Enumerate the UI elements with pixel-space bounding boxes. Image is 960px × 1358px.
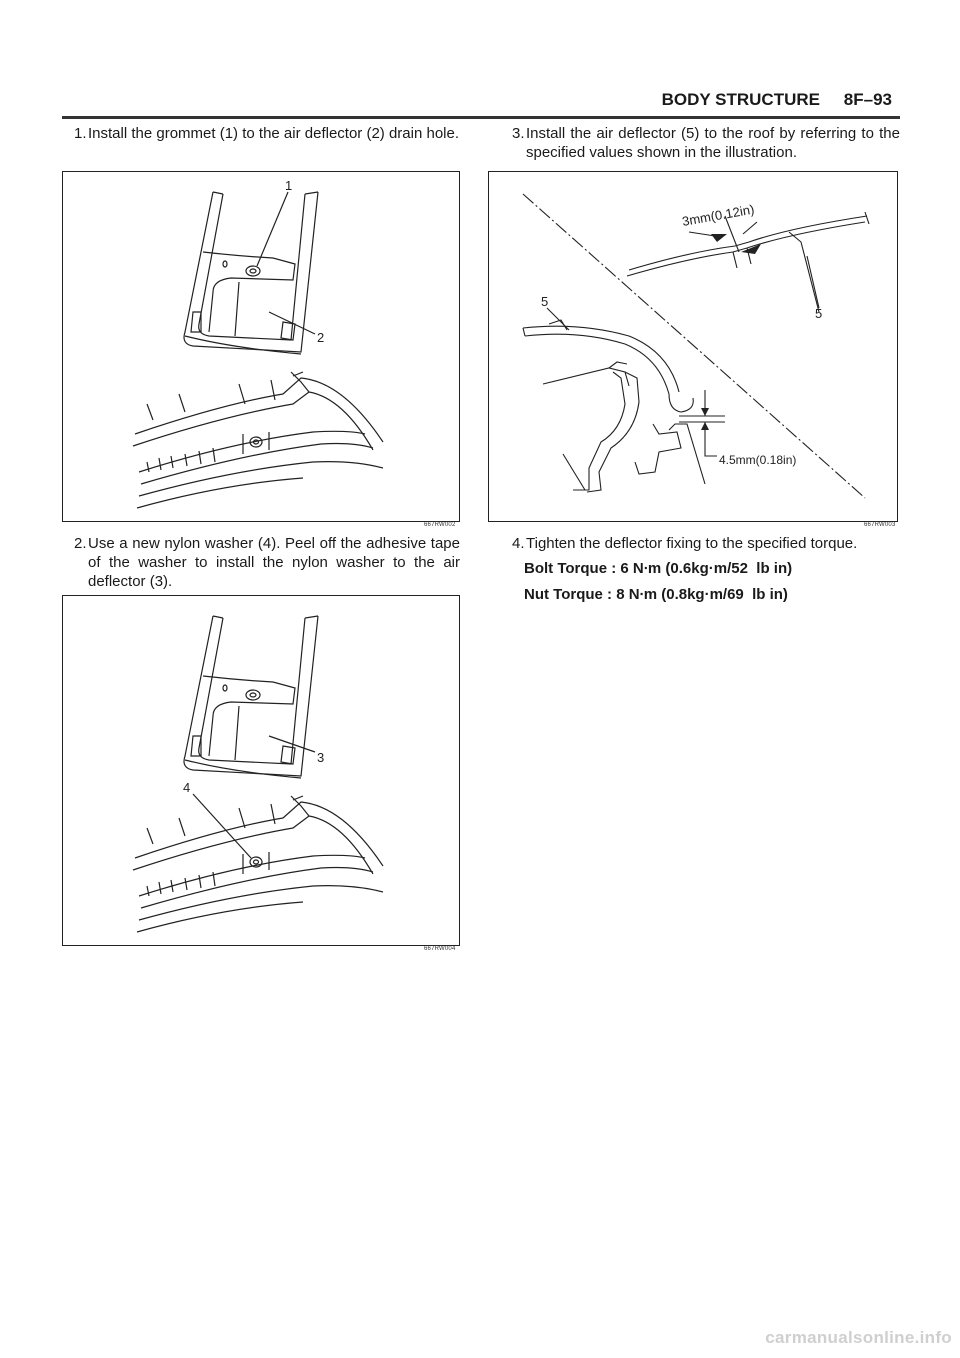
step-number: 1. xyxy=(74,125,87,142)
section-title: BODY STRUCTURE xyxy=(661,90,820,109)
nut-torque-label: Nut Torque : xyxy=(524,586,613,603)
step-2 xyxy=(74,534,460,591)
step-text: Install the air deflector (5) to the roof by referring to the specified values shown in the illustration. xyxy=(526,125,900,161)
callout-3: 3 xyxy=(317,750,325,765)
figure-code: 667RW002 xyxy=(424,522,456,528)
bolt-torque-value: 6 N∙m (0.6kg·m/52 lb in) xyxy=(620,560,793,577)
figure-1-drawing xyxy=(63,172,459,521)
figure-code: 667RW004 xyxy=(424,946,456,952)
nut-torque-value: 8 N∙m (0.8kg·m/69 lb in) xyxy=(616,586,788,603)
dimension-bottom: 4.5mm(0.18in) xyxy=(719,453,797,467)
nut-torque-spec xyxy=(524,586,788,603)
dimension-top: 3mm(0.12in) xyxy=(680,201,756,229)
step-text: Install the grommet (1) to the air deflector (2) drain hole. xyxy=(88,125,460,142)
figure-nylon-washer xyxy=(62,595,460,946)
callout-1: 1 xyxy=(285,178,293,193)
callout-4: 4 xyxy=(183,780,191,795)
step-number: 4. xyxy=(512,535,525,552)
figure-3-drawing xyxy=(489,172,897,521)
figure-grommet-install xyxy=(62,171,460,522)
step-4 xyxy=(512,534,900,553)
bolt-torque-spec xyxy=(524,560,792,577)
step-3 xyxy=(512,124,900,162)
step-1 xyxy=(74,124,460,143)
callout-2: 2 xyxy=(317,330,325,345)
step-text: Use a new nylon washer (4). Peel off the adhesive tape of the washer to install the nylon washer to the air deflector (3). xyxy=(88,535,460,590)
step-number: 3. xyxy=(512,125,525,142)
figure-code: 667RW003 xyxy=(864,522,896,528)
step-number: 2. xyxy=(74,535,87,552)
callout-5-left: 5 xyxy=(541,294,549,309)
page-header xyxy=(62,88,900,119)
figure-2-drawing xyxy=(63,596,459,945)
bolt-torque-label: Bolt Torque : xyxy=(524,560,617,577)
page-number: 8F–93 xyxy=(843,90,892,109)
callout-5-right: 5 xyxy=(815,306,823,321)
step-text: Tighten the deflector fixing to the specified torque. xyxy=(526,535,858,552)
figure-deflector-install xyxy=(488,171,898,522)
site-watermark: carmanualsonline.info xyxy=(765,1328,952,1347)
